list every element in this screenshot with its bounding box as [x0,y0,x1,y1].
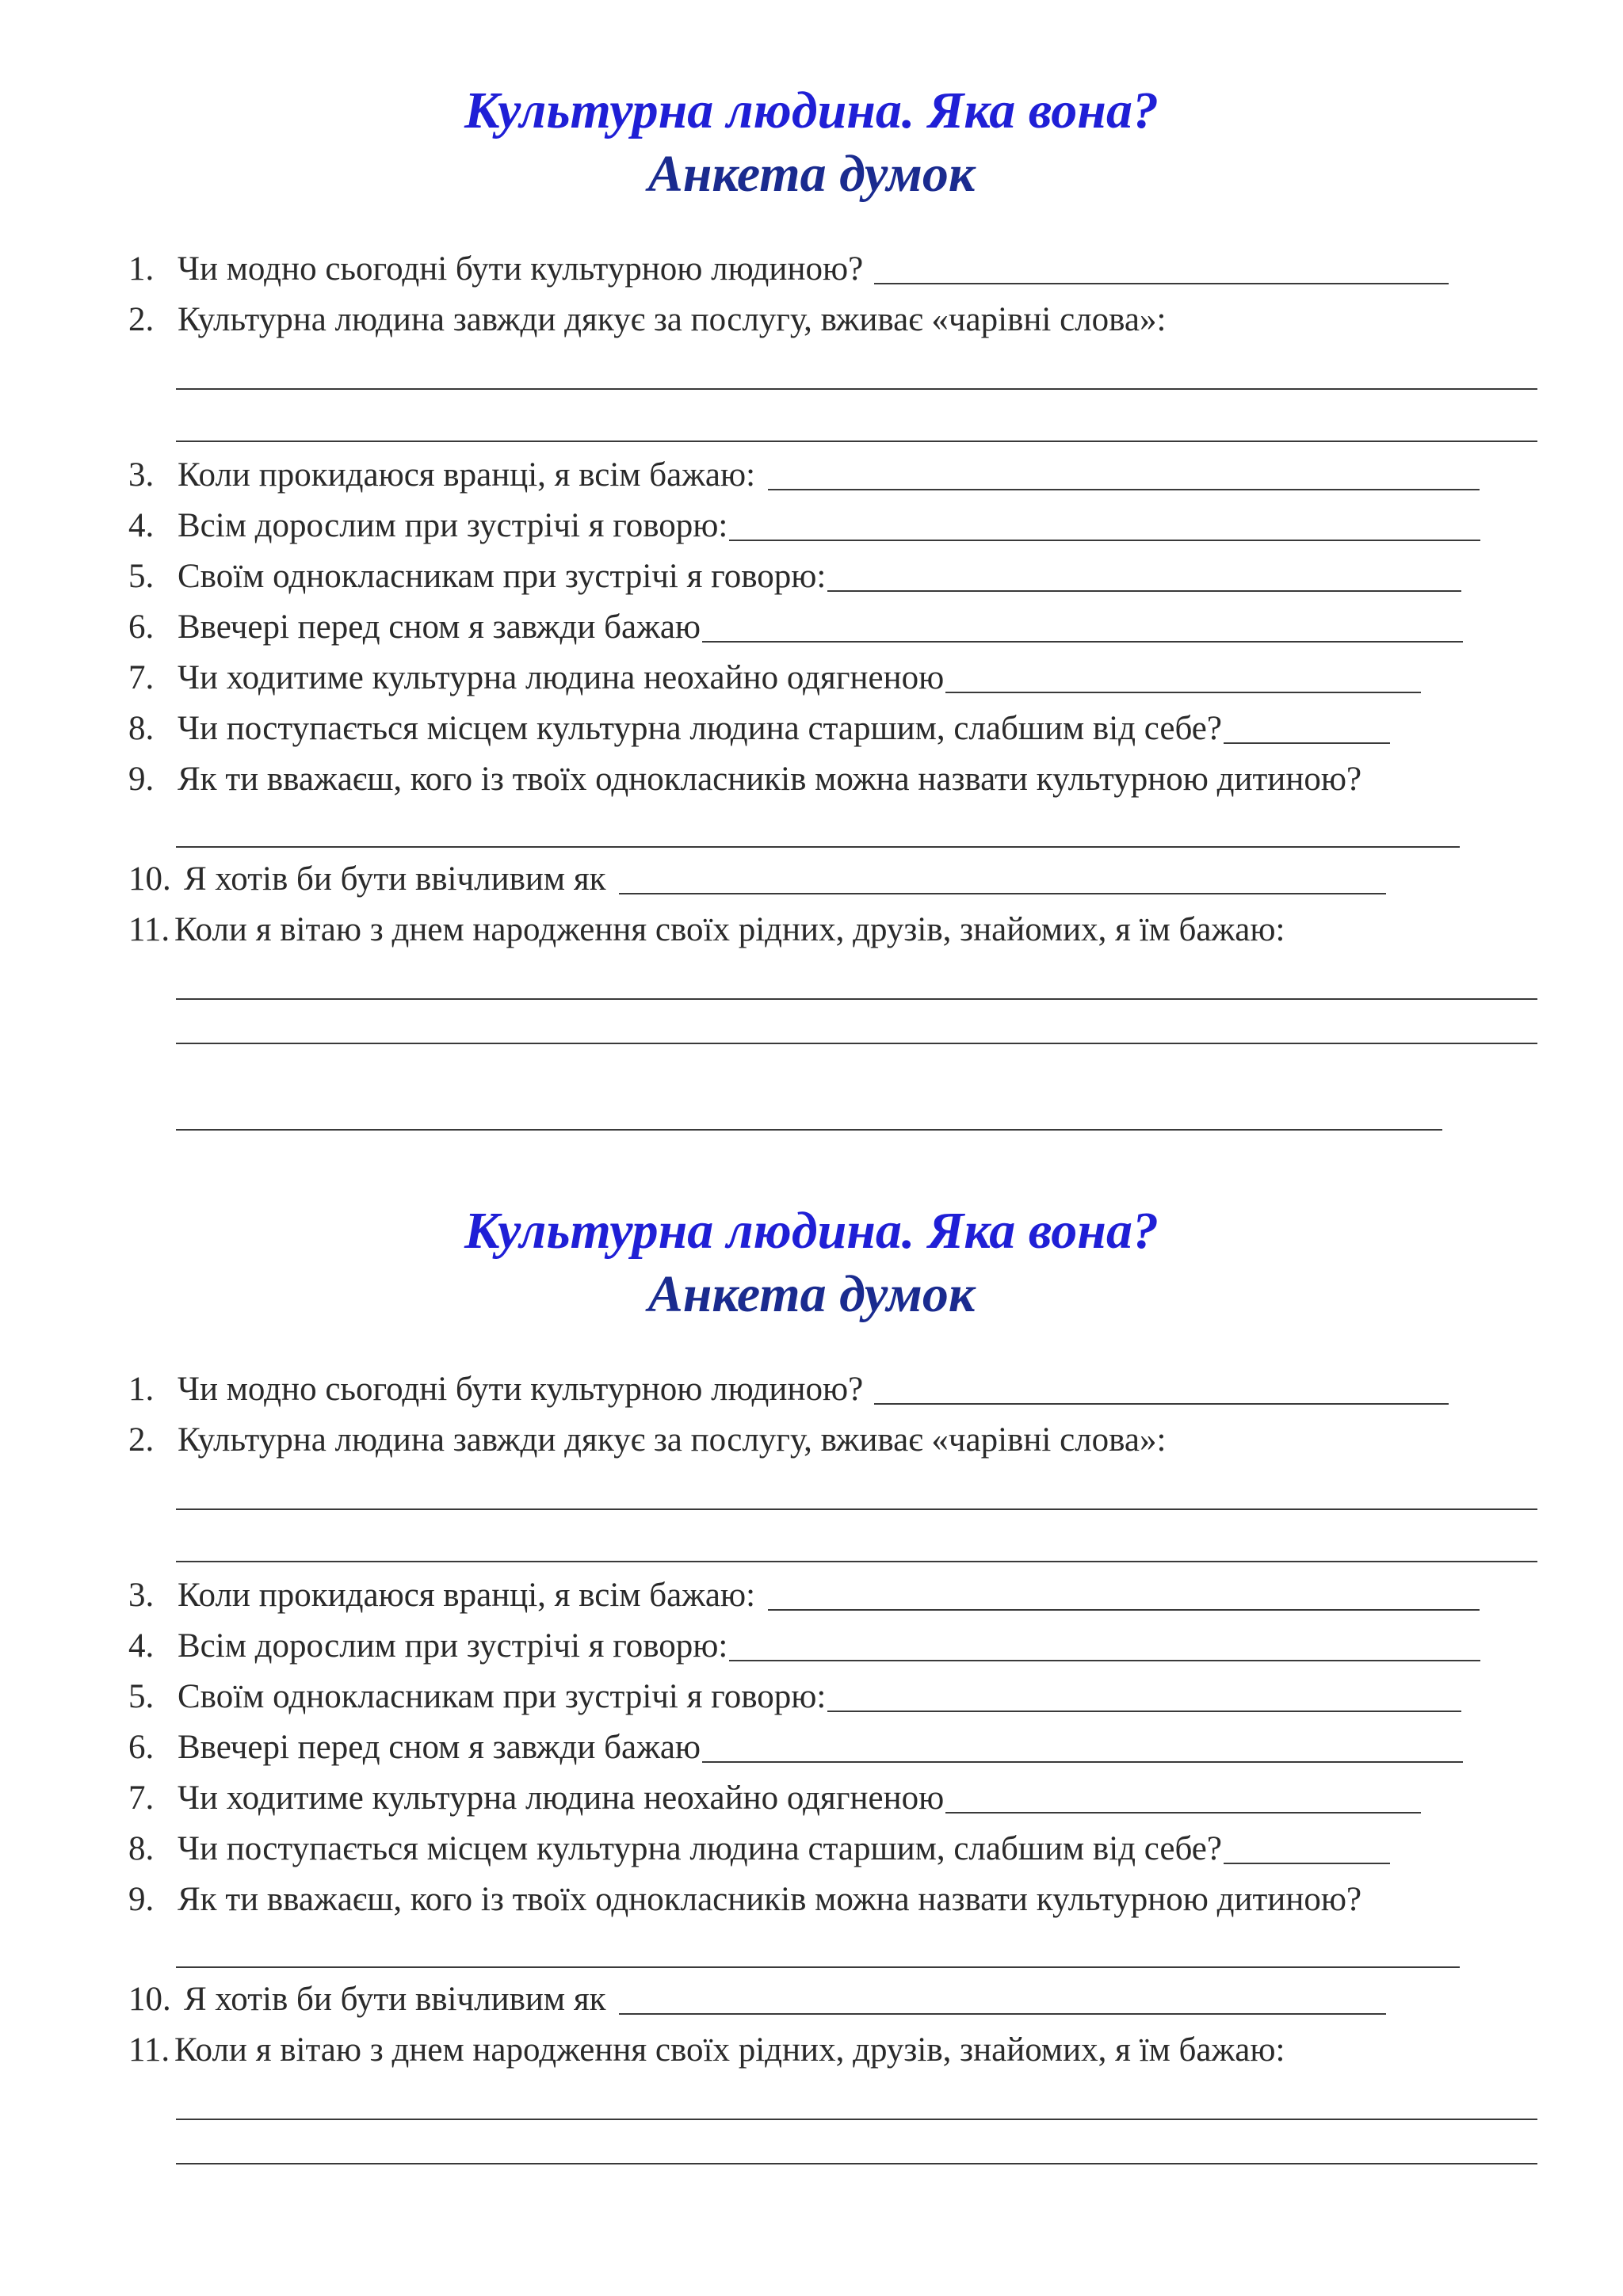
answer-line[interactable] [1224,1863,1390,1864]
question-7 [128,1775,1421,1822]
answer-line[interactable] [176,1561,1537,1562]
question-text: Чи поступається місцем культурна людина старшим, слабшим від себе? [178,710,1222,747]
question-11 [128,2027,1285,2074]
survey-subtitle: Анкета думок [647,145,976,203]
question-number: 4. [128,1627,155,1665]
answer-line[interactable] [176,846,1460,848]
answer-line[interactable] [619,2013,1386,2015]
answer-line[interactable] [945,1812,1421,1814]
question-7 [128,654,1421,702]
question-10 [128,1976,1386,2023]
question-number: 1. [128,250,155,288]
question-4 [128,502,1480,550]
question-number: 7. [128,1779,155,1817]
survey-subtitle: Анкета думок [647,1265,976,1323]
question-text: Чи модно сьогодні бути культурною людиною? [178,250,864,288]
answer-line[interactable] [176,998,1537,1000]
question-11 [128,906,1285,954]
question-number: 5. [128,558,155,595]
question-5 [128,553,1461,601]
question-text: Я хотів би бути ввічливим як [184,1981,606,2018]
question-3 [128,1572,1480,1619]
question-9 [128,1876,1361,1924]
survey-title: Культурна людина. Яка вона? [464,82,1159,139]
answer-line[interactable] [176,1966,1460,1968]
question-text: Культурна людина завжди дякує за послугу, вживає «чарівні слова»: [178,1421,1167,1459]
question-number: 2. [128,301,155,338]
question-5 [128,1673,1461,1721]
answer-line[interactable] [176,1508,1537,1510]
question-number: 8. [128,1830,155,1867]
question-text: Чи поступається місцем культурна людина старшим, слабшим від себе? [178,1830,1222,1867]
question-text: Ввечері перед сном я завжди бажаю [178,1729,701,1766]
question-number: 10. [128,1981,171,2018]
answer-line[interactable] [176,441,1537,442]
answer-line[interactable] [729,540,1480,541]
question-3 [128,452,1480,499]
question-text: Всім дорослим при зустрічі я говорю: [178,507,728,544]
answer-line[interactable] [827,590,1461,592]
question-1 [128,1366,1449,1413]
answer-line[interactable] [768,489,1480,490]
question-text: Як ти вважаєш, кого із твоїх однокласників можна назвати культурною дитиною? [178,1881,1362,1918]
question-10 [128,856,1386,903]
answer-line[interactable] [702,1761,1463,1763]
answer-line[interactable] [1224,742,1390,744]
question-text: Чи ходитиме культурна людина неохайно одягненою [178,1779,945,1817]
answer-line[interactable] [874,1403,1449,1405]
question-text: Я хотів би бути ввічливим як [184,860,606,898]
question-6 [128,1724,1463,1772]
question-text: Ввечері перед сном я завжди бажаю [178,608,701,646]
question-text: Культурна людина завжди дякує за послугу, вживає «чарівні слова»: [178,301,1167,338]
answer-line[interactable] [827,1711,1461,1712]
question-number: 6. [128,1729,155,1766]
question-number: 3. [128,1577,155,1614]
answer-line[interactable] [176,1129,1442,1131]
question-text: Своїм однокласникам при зустрічі я говорю: [178,1678,827,1715]
question-text: Коли я вітаю з днем народження своїх рідних, друзів, знайомих, я їм бажаю: [174,911,1285,948]
question-text: Всім дорослим при зустрічі я говорю: [178,1627,728,1665]
question-number: 9. [128,1881,155,1918]
answer-line[interactable] [702,641,1463,643]
question-2 [128,1417,1166,1464]
answer-line[interactable] [619,893,1386,894]
survey-title: Культурна людина. Яка вона? [464,1202,1159,1260]
question-8 [128,1825,1390,1873]
question-6 [128,604,1463,651]
question-number: 6. [128,608,155,646]
question-number: 5. [128,1678,155,1715]
question-text: Коли я вітаю з днем народження своїх рідних, друзів, знайомих, я їм бажаю: [174,2031,1285,2069]
answer-line[interactable] [176,2163,1537,2164]
question-number: 11. [128,911,170,948]
question-number: 7. [128,659,155,696]
question-text: Коли прокидаюся вранці, я всім бажаю: [178,1577,756,1614]
question-text: Чи модно сьогодні бути культурною людиною? [178,1371,864,1408]
question-number: 9. [128,761,155,798]
question-text: Коли прокидаюся вранці, я всім бажаю: [178,456,756,494]
question-1 [128,246,1449,293]
answer-line[interactable] [176,388,1537,390]
question-number: 11. [128,2031,170,2069]
answer-line[interactable] [768,1609,1480,1611]
question-4 [128,1623,1480,1670]
question-number: 10. [128,860,171,898]
answer-line[interactable] [176,1043,1537,1044]
question-number: 2. [128,1421,155,1459]
answer-line[interactable] [874,283,1449,284]
question-2 [128,296,1166,344]
answer-line[interactable] [945,692,1421,693]
question-number: 8. [128,710,155,747]
question-text: Як ти вважаєш, кого із твоїх однокласників можна назвати культурною дитиною? [178,761,1362,798]
question-9 [128,756,1361,803]
question-number: 1. [128,1371,155,1408]
question-8 [128,705,1390,753]
answer-line[interactable] [729,1660,1480,1661]
question-text: Чи ходитиме культурна людина неохайно одягненою [178,659,945,696]
answer-line[interactable] [176,2119,1537,2120]
question-text: Своїм однокласникам при зустрічі я говорю: [178,558,827,595]
question-number: 4. [128,507,155,544]
question-number: 3. [128,456,155,494]
